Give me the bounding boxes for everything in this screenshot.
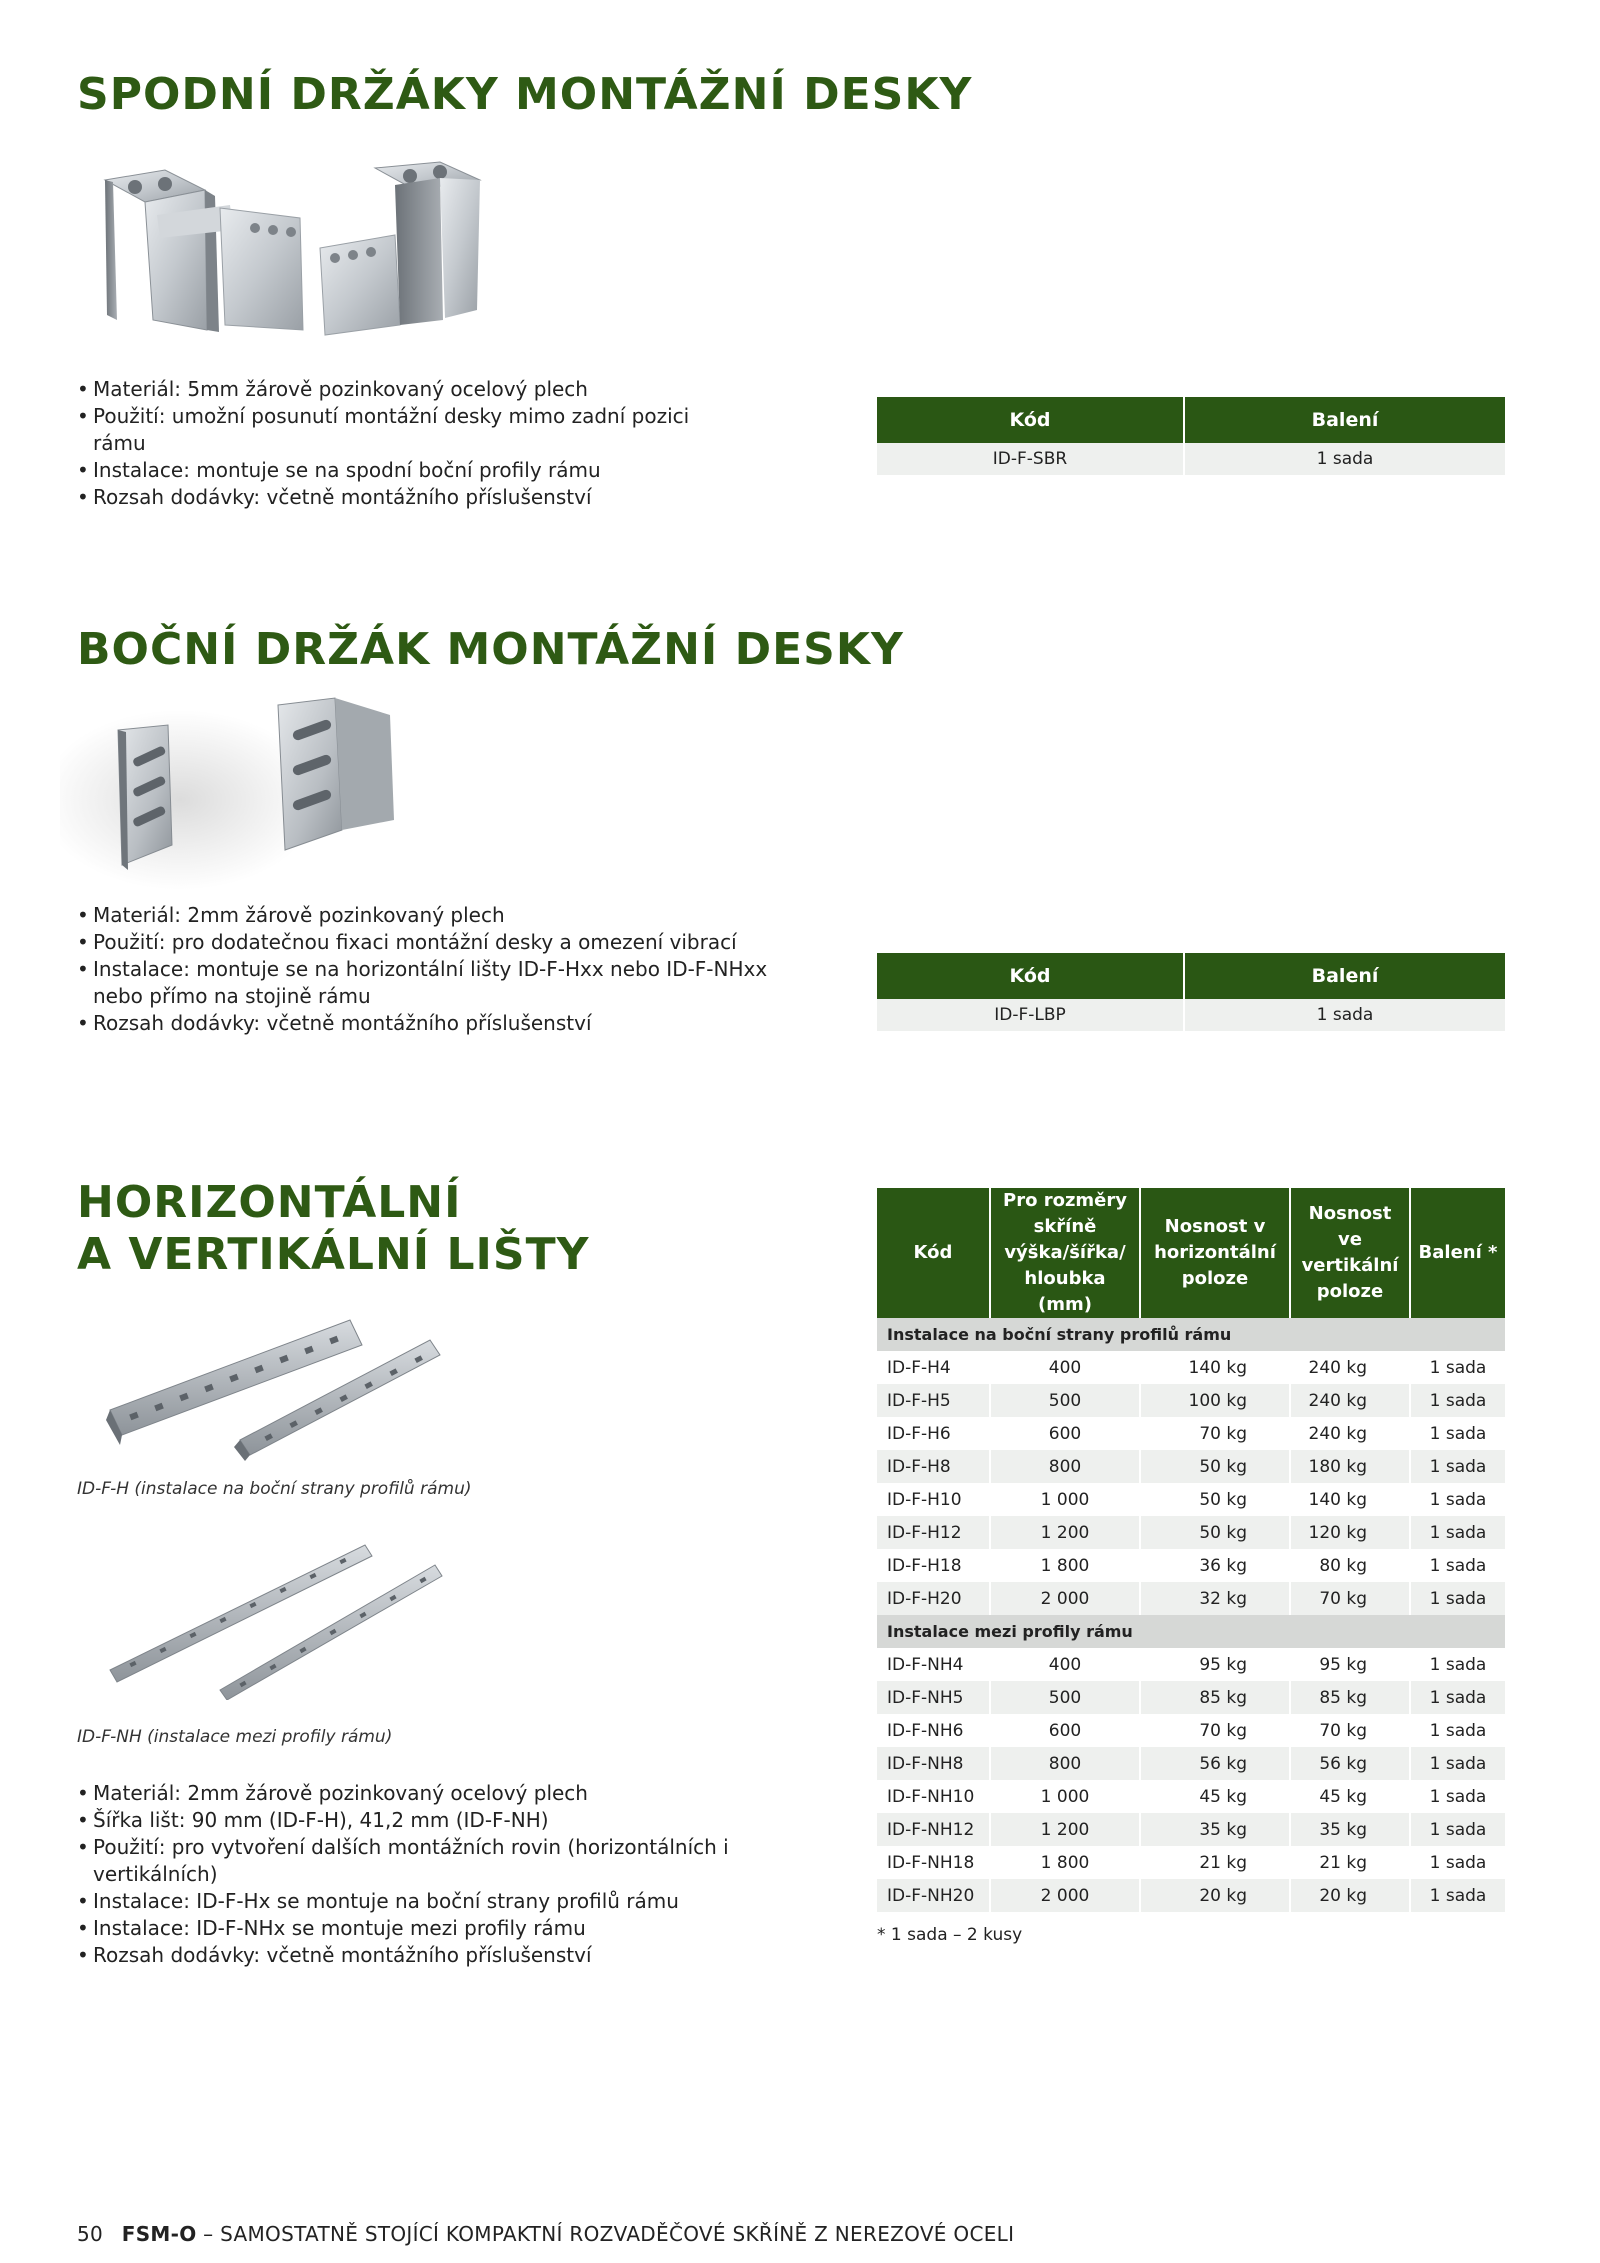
cell-load-horizontal: 45 kg (1141, 1780, 1291, 1813)
rail-table-body (877, 1318, 1505, 1912)
header-load-horizontal: Nosnost v horizontální poloze (1141, 1188, 1291, 1318)
cell-packaging: 1 sada (1185, 999, 1505, 1031)
cell-load-horizontal: 85 kg (1141, 1681, 1291, 1714)
cell-load-horizontal: 95 kg (1141, 1648, 1291, 1681)
cell-packaging: 1 sada (1411, 1582, 1505, 1615)
table-row (877, 1483, 1505, 1516)
cell-load-horizontal: 100 kg (1141, 1384, 1291, 1417)
cell-dimension: 2 000 (991, 1879, 1141, 1912)
cell-code: ID-F-H18 (877, 1549, 991, 1582)
cell-load-vertical: 240 kg (1291, 1351, 1411, 1384)
section1-title: SPODNÍ DRŽÁKY MONTÁŽNÍ DESKY (77, 69, 973, 120)
cell-dimension: 400 (991, 1648, 1141, 1681)
cell-dimension: 500 (991, 1681, 1141, 1714)
cell-code: ID-F-LBP (877, 999, 1185, 1031)
section3-title-line1: HORIZONTÁLNÍ (77, 1177, 462, 1228)
cell-packaging: 1 sada (1411, 1450, 1505, 1483)
section1-table (877, 397, 1505, 475)
table-group-row (877, 1318, 1505, 1351)
cell-load-vertical: 21 kg (1291, 1846, 1411, 1879)
rail-nh-image (100, 1540, 450, 1700)
cell-load-horizontal: 140 kg (1141, 1351, 1291, 1384)
cell-load-horizontal: 70 kg (1141, 1714, 1291, 1747)
cell-dimension: 1 200 (991, 1516, 1141, 1549)
cell-dimension: 1 000 (991, 1483, 1141, 1516)
table-row (877, 1648, 1505, 1681)
cell-packaging: 1 sada (1411, 1384, 1505, 1417)
cell-dimension: 800 (991, 1450, 1141, 1483)
table-row (877, 1516, 1505, 1549)
table-row (877, 1813, 1505, 1846)
cell-dimension: 500 (991, 1384, 1141, 1417)
cell-packaging: 1 sada (1411, 1516, 1505, 1549)
table-row (877, 1780, 1505, 1813)
cell-dimension: 800 (991, 1747, 1141, 1780)
cell-load-horizontal: 21 kg (1141, 1846, 1291, 1879)
header-code: Kód (877, 953, 1185, 999)
table-row (877, 1417, 1505, 1450)
cell-packaging: 1 sada (1185, 443, 1505, 475)
section3-bullet-list (77, 1780, 817, 1969)
cell-code: ID-F-NH12 (877, 1813, 991, 1846)
bullet-item: • Použití: pro vytvoření dalších montážních rovin (horizontálních i vertikálních) (77, 1834, 817, 1888)
section2-bullet-list (77, 902, 777, 1037)
cell-packaging: 1 sada (1411, 1681, 1505, 1714)
bullet-item: • Použití: umožní posunutí montážní desky mimo zadní pozici rámu (77, 403, 697, 457)
header-code: Kód (877, 397, 1185, 443)
cell-load-vertical: 85 kg (1291, 1681, 1411, 1714)
bullet-item: • Šířka lišt: 90 mm (ID-F-H), 41,2 mm (ID-F-NH) (77, 1807, 817, 1834)
cell-packaging: 1 sada (1411, 1648, 1505, 1681)
table-row (877, 1549, 1505, 1582)
header-code: Kód (877, 1188, 991, 1318)
rail-table (877, 1188, 1505, 1912)
footer-text: – SAMOSTATNĚ STOJÍCÍ KOMPAKTNÍ ROZVADĚČOVÉ SKŘÍNĚ Z NEREZOVÉ OCELI (196, 2222, 1015, 2246)
cell-load-vertical: 70 kg (1291, 1582, 1411, 1615)
cell-load-horizontal: 50 kg (1141, 1450, 1291, 1483)
cell-load-vertical: 240 kg (1291, 1384, 1411, 1417)
table-row (877, 1351, 1505, 1384)
cell-code: ID-F-H20 (877, 1582, 991, 1615)
cell-load-horizontal: 50 kg (1141, 1516, 1291, 1549)
cell-load-vertical: 95 kg (1291, 1648, 1411, 1681)
cell-load-vertical: 70 kg (1291, 1714, 1411, 1747)
table-row (877, 1582, 1505, 1615)
bullet-item: • Materiál: 5mm žárově pozinkovaný ocelový plech (77, 376, 697, 403)
cell-packaging: 1 sada (1411, 1549, 1505, 1582)
table-group-row (877, 1615, 1505, 1648)
caption-rail-h: ID-F-H (instalace na boční strany profilů rámu) (77, 1479, 472, 1499)
group-label: Instalace na boční strany profilů rámu (877, 1318, 1505, 1351)
bullet-item: • Materiál: 2mm žárově pozinkovaný plech (77, 902, 777, 929)
table-row (877, 1384, 1505, 1417)
bottom-bracket-image (95, 160, 515, 340)
footer-brand: FSM-O (121, 2222, 197, 2246)
header-packaging: Balení * (1411, 1188, 1505, 1318)
side-bracket-image (60, 690, 420, 890)
header-packaging: Balení (1185, 397, 1505, 443)
cell-packaging: 1 sada (1411, 1351, 1505, 1384)
section2-title: BOČNÍ DRŽÁK MONTÁŽNÍ DESKY (77, 624, 904, 675)
cell-code: ID-F-NH4 (877, 1648, 991, 1681)
cell-load-horizontal: 56 kg (1141, 1747, 1291, 1780)
cell-load-vertical: 140 kg (1291, 1483, 1411, 1516)
cell-packaging: 1 sada (1411, 1879, 1505, 1912)
cell-load-vertical: 120 kg (1291, 1516, 1411, 1549)
cell-dimension: 1 000 (991, 1780, 1141, 1813)
cell-dimension: 400 (991, 1351, 1141, 1384)
cell-dimension: 1 800 (991, 1846, 1141, 1879)
group-label: Instalace mezi profily rámu (877, 1615, 1505, 1648)
section1-bullet-list (77, 376, 697, 511)
cell-dimension: 600 (991, 1417, 1141, 1450)
cell-load-horizontal: 35 kg (1141, 1813, 1291, 1846)
section2-table (877, 953, 1505, 1031)
cell-packaging: 1 sada (1411, 1780, 1505, 1813)
bullet-item: • Materiál: 2mm žárově pozinkovaný ocelový plech (77, 1780, 817, 1807)
cell-load-horizontal: 70 kg (1141, 1417, 1291, 1450)
cell-code: ID-F-H8 (877, 1450, 991, 1483)
table-row (877, 1681, 1505, 1714)
page-number: 50 (77, 2222, 104, 2246)
rail-h-image (100, 1315, 450, 1465)
cell-load-horizontal: 36 kg (1141, 1549, 1291, 1582)
bullet-item: • Instalace: montuje se na spodní boční profily rámu (77, 457, 697, 484)
table-row (877, 1747, 1505, 1780)
section3-title-line2: A VERTIKÁLNÍ LIŠTY (77, 1229, 590, 1280)
header-load-vertical: Nosnost ve vertikální poloze (1291, 1188, 1411, 1318)
cell-code: ID-F-NH6 (877, 1714, 991, 1747)
header-dimensions: Pro rozměry skříně výška/šířka/ hloubka (mm) (991, 1188, 1141, 1318)
cell-code: ID-F-NH18 (877, 1846, 991, 1879)
header-packaging: Balení (1185, 953, 1505, 999)
cell-load-vertical: 35 kg (1291, 1813, 1411, 1846)
bullet-item: • Rozsah dodávky: včetně montážního příslušenství (77, 484, 697, 511)
cell-packaging: 1 sada (1411, 1714, 1505, 1747)
table-row (877, 1450, 1505, 1483)
cell-code: ID-F-H4 (877, 1351, 991, 1384)
cell-code: ID-F-H12 (877, 1516, 991, 1549)
table-row (877, 1714, 1505, 1747)
cell-load-vertical: 80 kg (1291, 1549, 1411, 1582)
cell-dimension: 1 800 (991, 1549, 1141, 1582)
cell-packaging: 1 sada (1411, 1417, 1505, 1450)
cell-load-vertical: 240 kg (1291, 1417, 1411, 1450)
cell-code: ID-F-SBR (877, 443, 1185, 475)
cell-code: ID-F-NH10 (877, 1780, 991, 1813)
table-row (877, 1846, 1505, 1879)
cell-load-vertical: 45 kg (1291, 1780, 1411, 1813)
cell-code: ID-F-NH8 (877, 1747, 991, 1780)
bullet-item: • Rozsah dodávky: včetně montážního příslušenství (77, 1010, 777, 1037)
bullet-item: • Instalace: ID-F-Hx se montuje na boční strany profilů rámu (77, 1888, 817, 1915)
cell-code: ID-F-NH5 (877, 1681, 991, 1714)
cell-packaging: 1 sada (1411, 1483, 1505, 1516)
table-footnote: * 1 sada – 2 kusy (877, 1925, 1023, 1945)
page-footer (77, 2222, 1014, 2246)
bullet-item: • Použití: pro dodatečnou fixaci montážní desky a omezení vibrací (77, 929, 777, 956)
bullet-item: • Rozsah dodávky: včetně montážního příslušenství (77, 1942, 817, 1969)
cell-load-horizontal: 50 kg (1141, 1483, 1291, 1516)
cell-load-vertical: 20 kg (1291, 1879, 1411, 1912)
cell-code: ID-F-H5 (877, 1384, 991, 1417)
bullet-item: • Instalace: montuje se na horizontální lišty ID-F-Hxx nebo ID-F-NHxx nebo přímo na stojině rámu (77, 956, 777, 1010)
cell-code: ID-F-NH20 (877, 1879, 991, 1912)
cell-code: ID-F-H10 (877, 1483, 991, 1516)
cell-load-vertical: 56 kg (1291, 1747, 1411, 1780)
table-row (877, 1879, 1505, 1912)
cell-dimension: 2 000 (991, 1582, 1141, 1615)
cell-packaging: 1 sada (1411, 1813, 1505, 1846)
cell-packaging: 1 sada (1411, 1846, 1505, 1879)
cell-code: ID-F-H6 (877, 1417, 991, 1450)
cell-load-vertical: 180 kg (1291, 1450, 1411, 1483)
cell-packaging: 1 sada (1411, 1747, 1505, 1780)
cell-dimension: 1 200 (991, 1813, 1141, 1846)
cell-load-horizontal: 20 kg (1141, 1879, 1291, 1912)
caption-rail-nh: ID-F-NH (instalace mezi profily rámu) (77, 1727, 393, 1747)
bullet-item: • Instalace: ID-F-NHx se montuje mezi profily rámu (77, 1915, 817, 1942)
cell-load-horizontal: 32 kg (1141, 1582, 1291, 1615)
cell-dimension: 600 (991, 1714, 1141, 1747)
